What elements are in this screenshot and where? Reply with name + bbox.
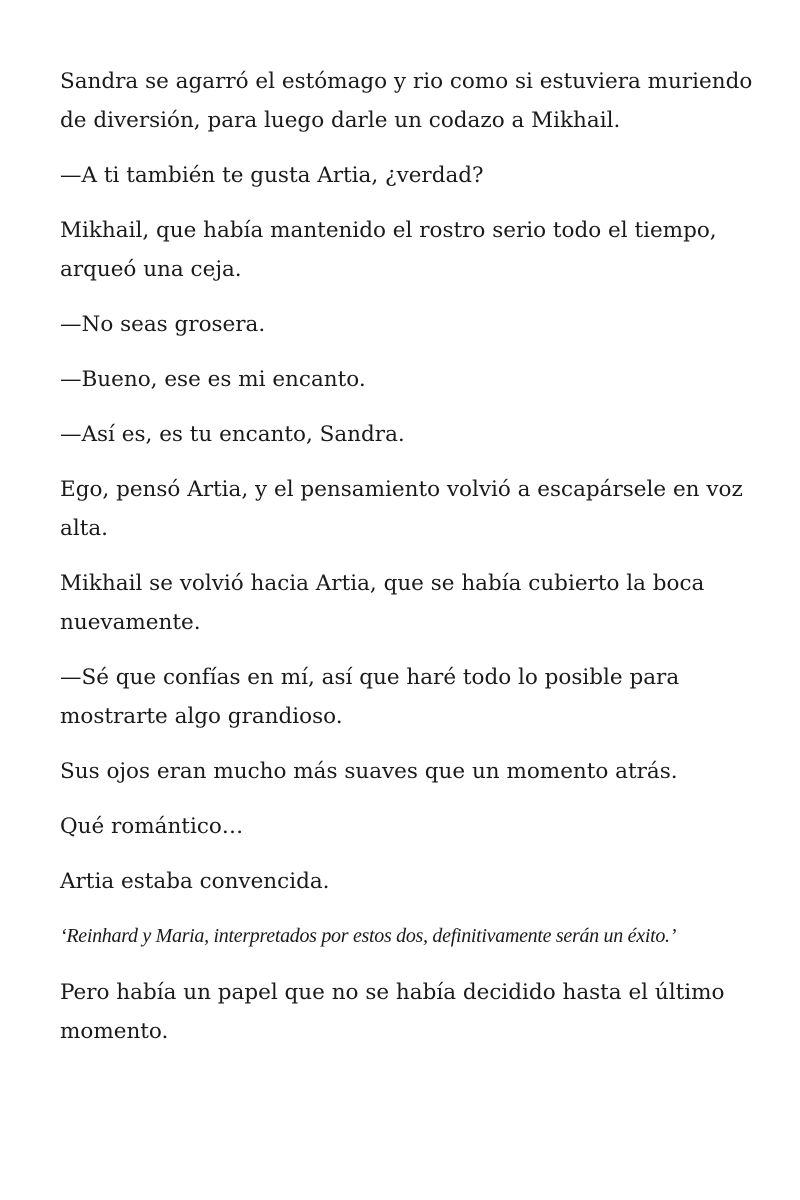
paragraph: —No seas grosera. [60,312,266,337]
paragraph: Ego, pensó Artia, y el pensamiento volvió a escapársele en voz alta. [60,477,743,541]
paragraph: Mikhail, que había mantenido el rostro serio todo el tiempo, arqueó una ceja. [60,218,717,282]
paragraph: Sandra se agarró el estómago y rio como si estuviera muriendo de diversión, para luego darle un codazo a Mikhail. [60,69,753,133]
paragraph: Qué romántico… [60,814,244,839]
paragraph: Sus ojos eran mucho más suaves que un momento atrás. [60,759,678,784]
paragraph: Pero había un papel que no se había decidido hasta el último momento. [60,980,725,1044]
paragraph: —A ti también te gusta Artia, ¿verdad? [60,163,484,188]
paragraph: Artia estaba convencida. [60,869,330,894]
document-page [60,62,760,1067]
paragraph: —Bueno, ese es mi encanto. [60,367,366,392]
paragraph: —Sé que confías en mí, así que haré todo lo posible para mostrarte algo grandioso. [60,665,680,729]
paragraph: Mikhail se volvió hacia Artia, que se había cubierto la boca nuevamente. [60,571,705,635]
italic-thought-paragraph: ‘Reinhard y Maria, interpretados por estos dos, definitivamente serán un éxito.’ [60,925,677,947]
paragraph: —Así es, es tu encanto, Sandra. [60,422,405,447]
